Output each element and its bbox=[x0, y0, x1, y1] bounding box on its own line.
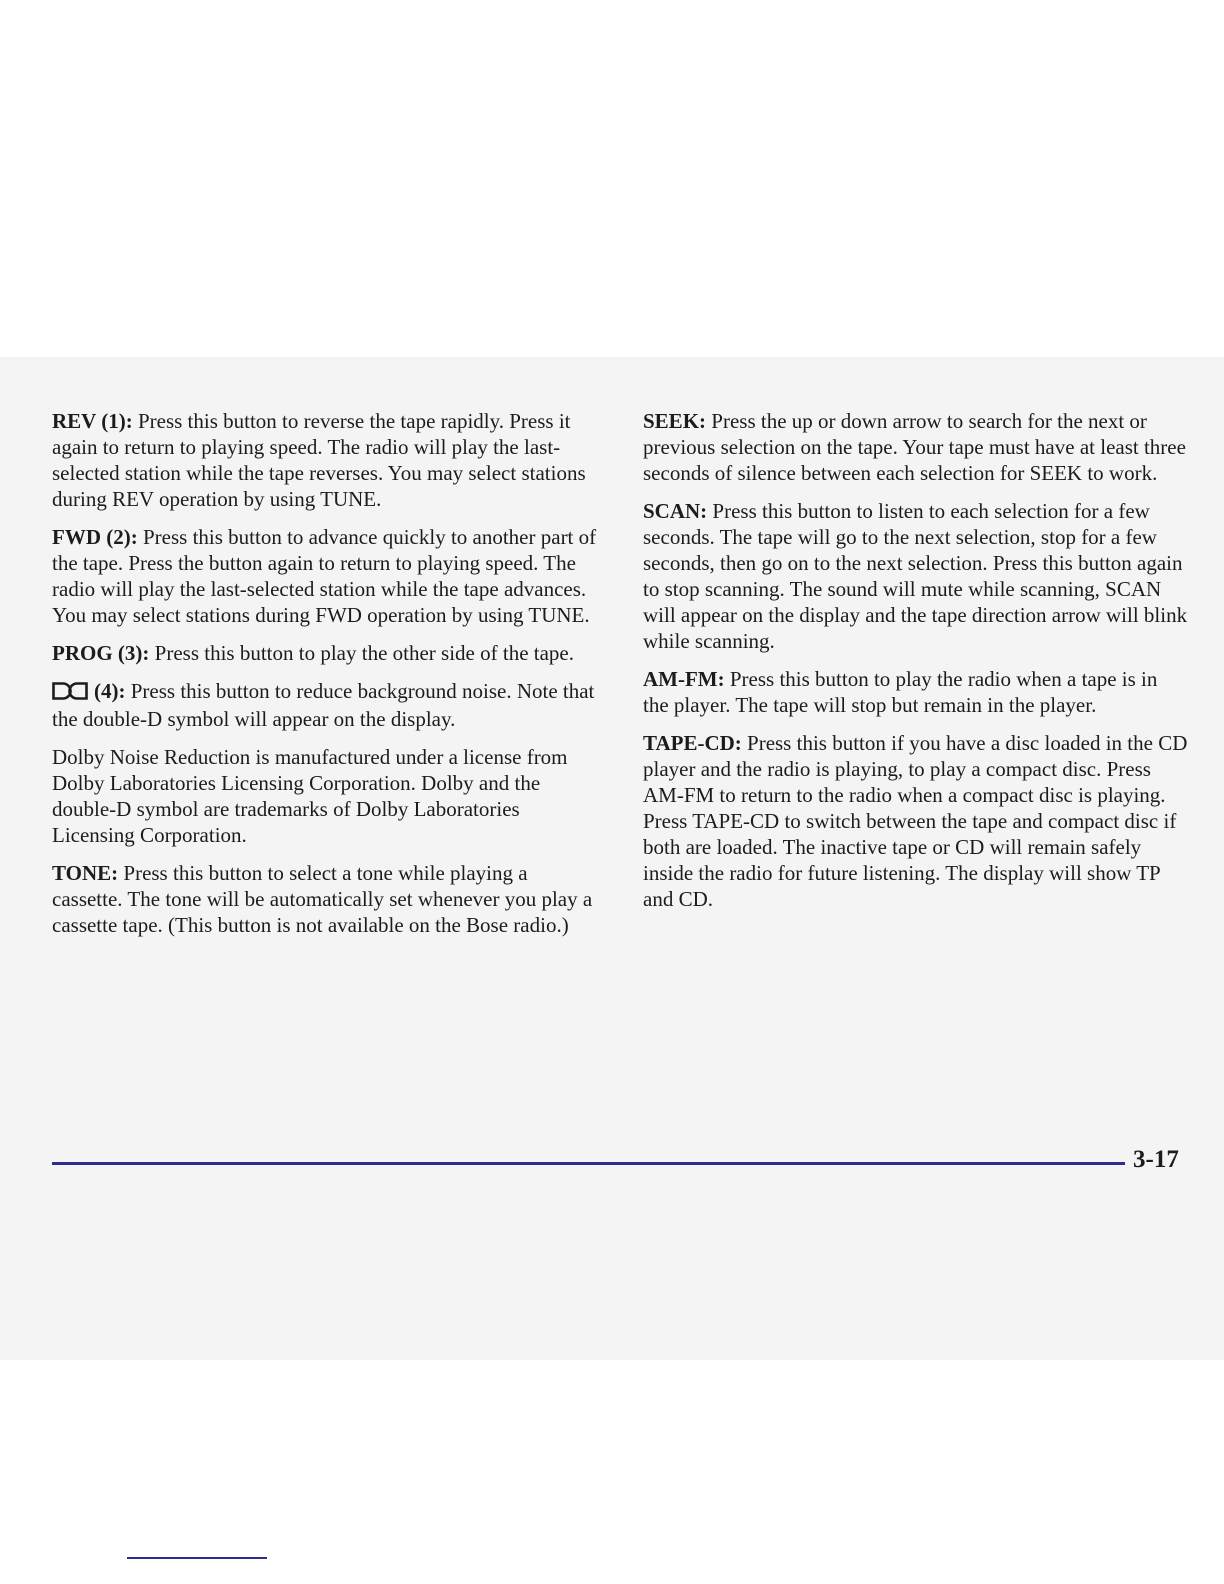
page-number: 3-17 bbox=[1133, 1146, 1179, 1173]
text-tone: Press this button to select a tone while playing a cassette. The tone will be automatically set whenever you play a cassette tape. (This button is not available on the Bose radio.) bbox=[52, 861, 593, 937]
paragraph-tape-cd bbox=[643, 730, 1188, 912]
text-dolby: Press this button to reduce background noise. Note that the double-D symbol will appear on the display. bbox=[52, 679, 595, 731]
term-prog: PROG (3): bbox=[52, 641, 150, 665]
bottom-rule bbox=[127, 1557, 267, 1559]
term-dolby: (4): bbox=[94, 679, 126, 703]
term-fwd: FWD (2): bbox=[52, 525, 138, 549]
paragraph-tone bbox=[52, 860, 600, 938]
text-am-fm: Press this button to play the radio when a tape is in the player. The tape will stop but remain in the player. bbox=[643, 667, 1158, 717]
paragraph-dolby-license bbox=[52, 744, 600, 848]
text-scan: Press this button to listen to each selection for a few seconds. The tape will go to the next selection, stop for a few seconds, then go on to the next selection. Press this button again to stop scanning. The sound will mute while scanning, SCAN will appear on the display and the tape direction arrow will blink while scanning. bbox=[643, 499, 1188, 653]
paragraph-rev bbox=[52, 408, 600, 512]
text-seek: Press the up or down arrow to search for the next or previous selection on the tape. Your tape must have at least three seconds of silence between each selection for SEEK to work. bbox=[643, 409, 1186, 485]
paragraph-am-fm bbox=[643, 666, 1188, 718]
text-dolby-license: Dolby Noise Reduction is manufactured under a license from Dolby Laboratories Licensing Corporation. Dolby and the double-D symbol are trademarks of Dolby Laboratories Licensing Corporation. bbox=[52, 745, 568, 847]
text-fwd: Press this button to advance quickly to another part of the tape. Press the button again to return to playing speed. The radio will play the last-selected station while the tape advances. You may select stations during FWD operation by using TUNE. bbox=[52, 525, 597, 627]
right-column bbox=[643, 408, 1188, 924]
paragraph-prog bbox=[52, 640, 600, 666]
text-rev: Press this button to reverse the tape rapidly. Press it again to return to playing speed. The radio will play the last-selected station while the tape reverses. You may select stations during REV operation by using TUNE. bbox=[52, 409, 586, 511]
term-seek: SEEK: bbox=[643, 409, 707, 433]
paragraph-scan bbox=[643, 498, 1188, 654]
text-prog: Press this button to play the other side of the tape. bbox=[149, 641, 574, 665]
paragraph-fwd bbox=[52, 524, 600, 628]
footer-rule bbox=[52, 1162, 1125, 1165]
text-tape-cd: Press this button if you have a disc loaded in the CD player and the radio is playing, to play a compact disc. Press AM-FM to return to the radio when a compact disc is playing. Press TAPE-CD to switch between the tape and compact disc if both are loaded. The inactive tape or CD will remain safely inside the radio for future listening. The display will show TP and CD. bbox=[643, 731, 1188, 911]
term-tone: TONE: bbox=[52, 861, 119, 885]
term-am-fm: AM-FM: bbox=[643, 667, 725, 691]
paragraph-seek bbox=[643, 408, 1188, 486]
dolby-double-d-icon bbox=[52, 680, 88, 706]
paragraph-dolby-button bbox=[52, 678, 600, 732]
term-scan: SCAN: bbox=[643, 499, 708, 523]
term-rev: REV (1): bbox=[52, 409, 133, 433]
left-column bbox=[52, 408, 600, 950]
term-tape-cd: TAPE-CD: bbox=[643, 731, 742, 755]
